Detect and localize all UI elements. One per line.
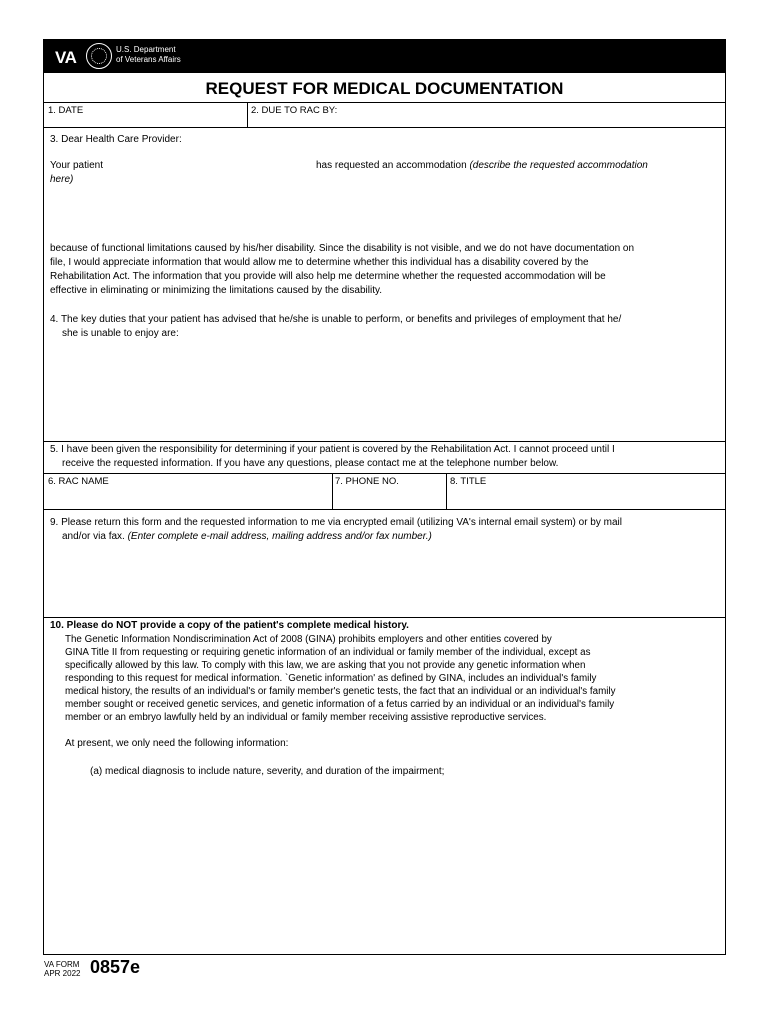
sec4-line: she is unable to enjoy are: — [62, 328, 179, 339]
divider — [44, 441, 725, 442]
divider — [44, 617, 725, 618]
accommodation-text: has requested an accommodation (describe the requested accommodation — [316, 160, 648, 171]
va-seal-icon — [86, 43, 112, 69]
divider — [44, 473, 725, 474]
date-label: 1. DATE — [48, 105, 84, 116]
sec10-para: The Genetic Information Nondiscrimination Act of 2008 (GINA) prohibits employers and other entities covered by GINA Title II from requesting or requiring genetic information of an individual or family member of the individual, except as specifically allowed by this law. To comply with this law, we are asking that you not provide any genetic information when responding to this request for medical information. `Genetic information' as defined by GINA, includes an individual's family medical history, the results of an individual's or family member's genetic tests, the fact that an individual or an individual's family member sought or received genetic services, and genetic information of a fetus carried by an individual or an individual's family member or an embryo lawfully held by an individual or family member receiving assistive reproductive services. — [65, 634, 616, 723]
sec5-line: receive the requested information. If you have any questions, please contact me at the telephone number below. — [62, 458, 559, 469]
sec5-line: 5. I have been given the responsibility for determining if your patient is covered by the Rehabilitation Act. I cannot proceed until I — [50, 444, 615, 455]
divider — [332, 473, 333, 509]
sec3-body-line: file, I would appreciate information that would allow me to determine whether this individual has a disability covered by the — [50, 257, 589, 268]
sec10-heading: 10. Please do NOT provide a copy of the patient's complete medical history. — [50, 620, 409, 631]
department-name: U.S. Department of Veterans Affairs — [116, 45, 181, 64]
sec9-line: and/or via fax. (Enter complete e-mail address, mailing address and/or fax number.) — [62, 531, 432, 542]
sec4-line: 4. The key duties that your patient has advised that he/she is unable to perform, or benefits and privileges of employment that he/ — [50, 314, 622, 325]
divider — [247, 102, 248, 127]
accommodation-text-cont: here) — [50, 174, 74, 185]
header-bar — [44, 40, 725, 73]
divider — [446, 473, 447, 509]
footer-form-label: VA FORM APR 2022 — [44, 960, 81, 978]
rac-name-label: 6. RAC NAME — [48, 476, 109, 487]
sec3-body-line: because of functional limitations caused by his/her disability. Since the disability is not visible, and we do not have documentation on — [50, 243, 635, 254]
due-to-rac-label: 2. DUE TO RAC BY: — [251, 105, 338, 116]
divider — [44, 509, 725, 510]
title-label: 8. TITLE — [450, 476, 487, 487]
sec3-body-line: Rehabilitation Act. The information that you provide will also help me determine whether the requested accommodation will be — [50, 271, 606, 282]
phone-label: 7. PHONE NO. — [335, 476, 399, 487]
form-container — [43, 39, 726, 955]
sec3-body-line: effective in eliminating or minimizing the limitations caused by the disability. — [50, 285, 383, 296]
sec9-line: 9. Please return this form and the requested information to me via encrypted email (utilizing VA's internal email system) or by mail — [50, 517, 622, 528]
salutation: 3. Dear Health Care Provider: — [50, 134, 182, 145]
patient-prefix: Your patient — [50, 160, 104, 171]
at-present-text: At present, we only need the following information: — [65, 738, 289, 749]
footer-form-number: 0857e — [90, 957, 141, 977]
item-a: (a) medical diagnosis to include nature, severity, and duration of the impairment; — [90, 766, 445, 777]
form-title: REQUEST FOR MEDICAL DOCUMENTATION — [205, 79, 564, 98]
divider — [44, 127, 725, 128]
divider — [44, 102, 725, 103]
va-logo: VA — [55, 48, 77, 67]
